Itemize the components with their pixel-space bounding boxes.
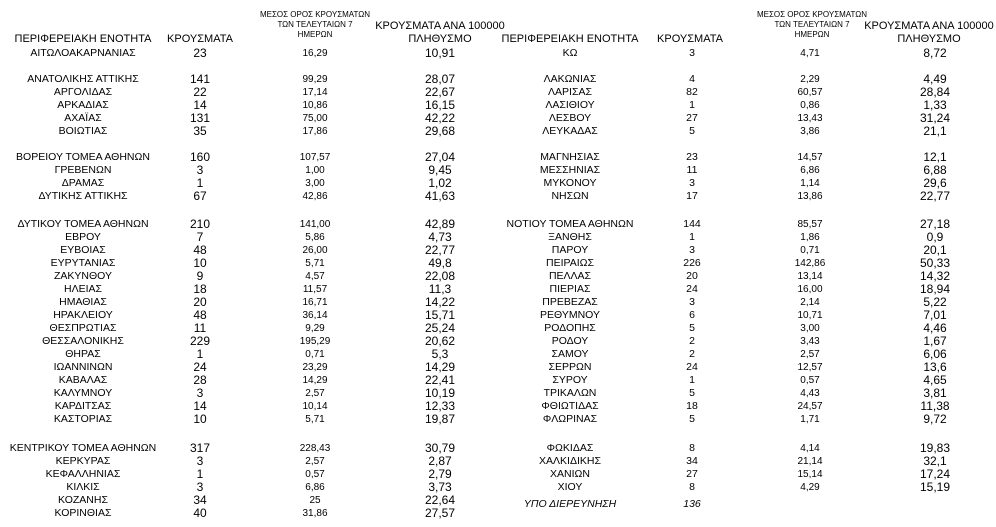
cell-avg: 1,71 (800, 414, 820, 425)
cell-per100k: 12,1 (923, 150, 947, 164)
cell-cases: 14 (193, 98, 207, 112)
cell-name: ΧΙΟΥ (557, 481, 583, 493)
cell-per100k: 5,22 (923, 295, 947, 309)
cell-cases: 20 (193, 295, 207, 309)
cell-per100k: 15,71 (424, 308, 456, 322)
cell-cases: 40 (193, 506, 207, 520)
cell-name: ΣΑΜΟΥ (551, 348, 589, 360)
cell-avg: 141,00 (299, 219, 331, 230)
cell-cases: 22 (193, 85, 207, 99)
cell-name: ΝΟΤΙΟΥ ΤΟΜΕΑ ΑΘΗΝΩΝ (506, 218, 634, 230)
cell-avg: 0,86 (800, 100, 820, 111)
cell-cases: 5 (689, 413, 695, 425)
cell-cases: 48 (193, 243, 207, 257)
cell-cases: 10 (193, 256, 207, 270)
cell-per100k: 22,64 (424, 493, 456, 507)
cell-avg: 13,14 (797, 271, 823, 282)
cell-per100k: 6,88 (923, 163, 947, 177)
cell-cases: 82 (686, 86, 698, 98)
cell-avg: 0,57 (305, 469, 325, 480)
cell-per100k: 2,79 (428, 467, 452, 481)
cell-avg: 107,57 (299, 152, 331, 163)
cell-name: ΜΑΓΝΗΣΙΑΣ (540, 151, 600, 163)
cell-cases: 1 (196, 467, 204, 481)
cell-per100k: 12,33 (424, 399, 456, 413)
cell-name: ΠΕΛΛΑΣ (548, 270, 592, 282)
cell-name: ΚΑΡΔΙΤΣΑΣ (54, 400, 112, 412)
cell-cases: 6 (689, 309, 695, 321)
cell-per100k: 22,77 (919, 189, 951, 203)
cell-avg: 16,00 (797, 284, 823, 295)
cell-cases: 1 (689, 231, 695, 243)
cell-avg: 25 (309, 495, 321, 506)
cell-per100k: 19,83 (919, 441, 951, 455)
left-header-region: ΠΕΡΙΦΕΡΕΙΑΚΗ ΕΝΟΤΗΤΑ (14, 33, 152, 45)
cell-name: ΛΕΣΒΟΥ (548, 112, 592, 124)
cell-cases: 24 (686, 361, 698, 373)
cell-name: ΑΝΑΤΟΛΙΚΗΣ ΑΤΤΙΚΗΣ (27, 73, 139, 85)
avg-header-line-1: ΜΕΣΟΣ ΟΡΟΣ ΚΡΟΥΣΜΑΤΩΝ (756, 10, 868, 19)
cell-name: ΛΑΚΩΝΙΑΣ (543, 73, 597, 85)
cell-name: ΛΑΡΙΣΑΣ (548, 86, 592, 98)
per100k-header-line-2: ΠΛΗΘΥΣΜΟ (897, 33, 961, 45)
cell-cases: 28 (193, 373, 207, 387)
cell-cases: 34 (686, 455, 698, 467)
avg-header-line-3: ΗΜΕΡΩΝ (794, 30, 830, 39)
cell-avg: 14,57 (797, 152, 823, 163)
cell-cases: 11 (686, 164, 698, 176)
cell-name: ΛΑΣΙΘΙΟΥ (545, 99, 595, 111)
cell-cases: 3 (196, 454, 204, 468)
cell-avg: 6,86 (800, 165, 820, 176)
cell-cases: 24 (686, 283, 698, 295)
cell-name: ΦΛΩΡΙΝΑΣ (542, 413, 598, 425)
cell-cases: 210 (189, 217, 211, 231)
cell-cases: 20 (686, 270, 698, 282)
per100k-header-line-1: ΚΡΟΥΣΜΑΤΑ ΑΝΑ 100000 (864, 20, 994, 32)
cell-per100k: 22,77 (424, 243, 456, 257)
cell-name: ΖΑΚΥΝΘΟΥ (53, 270, 112, 282)
cell-per100k: 4,49 (923, 72, 947, 86)
cell-per100k: 49,8 (428, 256, 452, 270)
cell-name: ΠΑΡΟΥ (551, 244, 589, 256)
cell-cases: 27 (686, 112, 698, 124)
cell-cases: 10 (193, 412, 207, 426)
cell-avg: 2,29 (800, 74, 820, 85)
avg-header-line-2: ΤΩΝ ΤΕΛΕΥΤΑΙΩΝ 7 (277, 20, 353, 29)
cell-avg: 4,29 (800, 482, 820, 493)
cell-name: ΚΑΒΑΛΑΣ (58, 374, 108, 386)
cell-cases: 160 (189, 150, 211, 164)
cell-per100k: 4,46 (923, 321, 947, 335)
cell-name: ΚΕΝΤΡΙΚΟΥ ΤΟΜΕΑ ΑΘΗΝΩΝ (9, 442, 157, 454)
cell-avg: 4,57 (305, 271, 325, 282)
cell-per100k: 19,87 (424, 412, 456, 426)
per100k-header-line-1: ΚΡΟΥΣΜΑΤΑ ΑΝΑ 100000 (375, 20, 505, 32)
cell-cases: 1 (196, 176, 204, 190)
cell-avg: 21,14 (797, 456, 823, 467)
cell-avg: 31,86 (302, 508, 328, 519)
cell-per100k: 1,33 (923, 98, 947, 112)
cell-cases: 48 (193, 308, 207, 322)
cell-per100k: 20,62 (424, 334, 456, 348)
cell-cases: 5 (689, 125, 695, 137)
cell-per100k: 29,68 (424, 124, 456, 138)
cell-name: ΛΕΥΚΑΔΑΣ (542, 125, 598, 137)
cell-cases: 136 (683, 498, 701, 510)
cell-avg: 17,86 (302, 126, 328, 137)
cell-per100k: 22,08 (424, 269, 456, 283)
cell-per100k: 27,18 (919, 217, 951, 231)
cell-avg: 10,71 (797, 310, 823, 321)
cell-per100k: 14,32 (919, 269, 951, 283)
cell-per100k: 2,87 (428, 454, 452, 468)
cell-cases: 229 (189, 334, 211, 348)
cell-name: ΗΡΑΚΛΕΙΟΥ (53, 309, 113, 321)
cell-avg: 1,14 (800, 178, 820, 189)
cell-cases: 3 (689, 296, 695, 308)
left-header-per100k (365, 20, 515, 46)
cell-per100k: 27,04 (424, 150, 456, 164)
cell-name: ΚΙΛΚΙΣ (66, 481, 100, 493)
cell-avg: 5,86 (305, 232, 325, 243)
cell-cases: 3 (689, 177, 695, 189)
cell-per100k: 3,73 (428, 480, 452, 494)
cell-cases: 35 (193, 124, 207, 138)
cell-avg: 24,57 (797, 401, 823, 412)
cell-avg: 9,29 (305, 323, 325, 334)
cell-avg: 10,14 (302, 401, 328, 412)
cell-name: ΗΜΑΘΙΑΣ (59, 296, 107, 308)
right-header-per100k (862, 20, 996, 46)
cell-cases: 7 (196, 230, 204, 244)
cell-per100k: 14,29 (424, 360, 456, 374)
cell-per100k: 9,45 (428, 163, 452, 177)
cell-name: ΠΙΕΡΙΑΣ (549, 283, 591, 295)
cell-avg: 60,57 (797, 87, 823, 98)
cell-avg: 11,57 (302, 284, 328, 295)
cell-avg: 5,71 (305, 414, 325, 425)
cell-name: ΔΥΤΙΚΟΥ ΤΟΜΕΑ ΑΘΗΝΩΝ (17, 218, 149, 230)
cell-avg: 2,57 (305, 388, 325, 399)
cell-name: ΣΥΡΟΥ (552, 374, 588, 386)
cell-name: ΡΟΔΟΠΗΣ (544, 322, 596, 334)
cell-per100k: 4,73 (428, 230, 452, 244)
cell-cases: 3 (689, 47, 695, 59)
cell-cases: 67 (193, 189, 207, 203)
cell-name: ΥΠΟ ΔΙΕΡΕΥΝΗΣΗ (523, 498, 617, 510)
cell-per100k: 28,07 (424, 72, 456, 86)
cell-cases: 2 (689, 348, 695, 360)
cell-per100k: 9,72 (923, 412, 947, 426)
cell-avg: 195,29 (299, 336, 331, 347)
cell-cases: 1 (689, 99, 695, 111)
cell-avg: 23,29 (302, 362, 328, 373)
cell-name: ΞΑΝΘΗΣ (548, 231, 592, 243)
cell-avg: 14,29 (302, 375, 328, 386)
cell-cases: 3 (196, 163, 204, 177)
cell-per100k: 21,1 (923, 124, 947, 138)
cell-avg: 3,43 (800, 336, 820, 347)
avg-header-line-1: ΜΕΣΟΣ ΟΡΟΣ ΚΡΟΥΣΜΑΤΩΝ (259, 10, 371, 19)
cell-avg: 75,00 (302, 113, 328, 124)
cell-name: ΘΕΣΠΡΩΤΙΑΣ (49, 322, 117, 334)
cell-per100k: 20,1 (923, 243, 947, 257)
cell-avg: 4,71 (800, 48, 820, 59)
cell-per100k: 10,91 (424, 46, 456, 60)
cell-name: ΦΩΚΙΔΑΣ (546, 442, 594, 454)
cell-per100k: 16,15 (424, 98, 456, 112)
cell-name: ΙΩΑΝΝΙΝΩΝ (53, 361, 113, 373)
cell-cases: 144 (683, 218, 701, 230)
cell-name: ΕΥΒΟΙΑΣ (60, 244, 106, 256)
cell-per100k: 42,89 (424, 217, 456, 231)
cell-per100k: 11,38 (920, 399, 950, 413)
cell-name: ΚΕΦΑΛΛΗΝΙΑΣ (45, 468, 121, 480)
cell-cases: 5 (689, 322, 695, 334)
cell-name: ΦΘΙΩΤΙΔΑΣ (541, 400, 599, 412)
cell-name: ΒΟΙΩΤΙΑΣ (58, 125, 108, 137)
left-header-cases: ΚΡΟΥΣΜΑΤΑ (167, 33, 233, 45)
cell-cases: 18 (193, 282, 207, 296)
cell-avg: 5,71 (305, 258, 325, 269)
cell-cases: 11 (193, 321, 207, 335)
avg-header-line-3: ΗΜΕΡΩΝ (297, 30, 333, 39)
cell-avg: 10,86 (302, 100, 328, 111)
cell-cases: 4 (689, 73, 695, 85)
cell-per100k: 22,41 (424, 373, 456, 387)
cell-name: ΠΕΙΡΑΙΩΣ (546, 257, 594, 269)
cell-cases: 8 (689, 442, 695, 454)
cell-name: ΑΡΓΟΛΙΔΑΣ (53, 86, 113, 98)
cell-name: ΔΡΑΜΑΣ (61, 177, 105, 189)
cell-avg: 15,14 (797, 469, 823, 480)
cell-name: ΡΕΘΥΜΝΟΥ (539, 309, 600, 321)
cell-cases: 1 (196, 347, 204, 361)
cell-name: ΠΡΕΒΕΖΑΣ (542, 296, 598, 308)
cell-avg: 0,71 (305, 349, 325, 360)
cell-name: ΕΒΡΟΥ (65, 231, 101, 243)
cell-name: ΘΗΡΑΣ (65, 348, 101, 360)
cell-per100k: 13,6 (923, 360, 947, 374)
cell-avg: 17,14 (302, 87, 328, 98)
cell-avg: 3,86 (800, 126, 820, 137)
cell-avg: 3,00 (800, 323, 820, 334)
cell-avg: 36,14 (302, 310, 328, 321)
cell-name: ΚΩ (562, 47, 578, 59)
cell-per100k: 11,3 (428, 282, 452, 296)
cell-cases: 8 (689, 481, 695, 493)
cell-name: ΜΥΚΟΝΟΥ (543, 177, 597, 189)
cell-name: ΜΕΣΣΗΝΙΑΣ (539, 164, 601, 176)
cell-name: ΗΛΕΙΑΣ (63, 283, 102, 295)
cell-name: ΝΗΣΩΝ (551, 190, 589, 202)
cell-per100k: 17,24 (919, 467, 951, 481)
cell-per100k: 10,19 (424, 386, 456, 400)
cell-name: ΑΙΤΩΛΟΑΚΑΡΝΑΝΙΑΣ (30, 47, 136, 59)
cell-cases: 141 (189, 72, 211, 86)
cell-cases: 3 (196, 480, 204, 494)
cell-per100k: 0,9 (926, 230, 944, 244)
cell-name: ΚΟΖΑΝΗΣ (58, 494, 108, 506)
cell-cases: 9 (196, 269, 204, 283)
cell-name: ΚΑΛΥΜΝΟΥ (53, 387, 113, 399)
cell-per100k: 30,79 (424, 441, 456, 455)
cell-avg: 13,43 (797, 113, 823, 124)
cell-cases: 3 (689, 244, 695, 256)
cell-cases: 34 (193, 493, 207, 507)
cell-cases: 27 (686, 468, 698, 480)
cell-cases: 23 (686, 151, 698, 163)
cell-per100k: 7,01 (923, 308, 947, 322)
cell-cases: 23 (193, 46, 207, 60)
cell-avg: 0,57 (800, 375, 820, 386)
cell-avg: 0,71 (800, 245, 820, 256)
cell-name: ΑΡΚΑΔΙΑΣ (57, 99, 109, 111)
cell-name: ΧΑΝΙΩΝ (550, 468, 590, 480)
cell-per100k: 14,22 (424, 295, 456, 309)
avg-header-line-2: ΤΩΝ ΤΕΛΕΥΤΑΙΩΝ 7 (774, 20, 850, 29)
cell-name: ΚΑΣΤΟΡΙΑΣ (53, 413, 113, 425)
cell-per100k: 15,19 (919, 480, 951, 494)
cell-cases: 24 (193, 360, 207, 374)
cell-per100k: 41,63 (424, 189, 456, 203)
cell-per100k: 4,65 (923, 373, 947, 387)
cell-per100k: 6,06 (923, 347, 947, 361)
cell-cases: 18 (686, 400, 698, 412)
cell-per100k: 31,24 (919, 111, 951, 125)
cell-cases: 3 (196, 386, 204, 400)
cell-avg: 99,29 (302, 74, 328, 85)
cell-avg: 228,43 (299, 443, 331, 454)
cell-per100k: 28,84 (919, 85, 951, 99)
cell-per100k: 1,02 (428, 176, 452, 190)
cell-cases: 226 (683, 257, 701, 269)
cell-per100k: 29,6 (923, 176, 947, 190)
cell-name: ΘΕΣΣΑΛΟΝΙΚΗΣ (42, 335, 124, 347)
cell-name: ΕΥΡΥΤΑΝΙΑΣ (50, 257, 116, 269)
cell-name: ΒΟΡΕΙΟΥ ΤΟΜΕΑ ΑΘΗΝΩΝ (16, 151, 150, 163)
cell-per100k: 5,3 (431, 347, 449, 361)
right-header-cases: ΚΡΟΥΣΜΑΤΑ (657, 33, 723, 45)
cell-name: ΓΡΕΒΕΝΩΝ (54, 164, 112, 176)
cell-name: ΡΟΔΟΥ (551, 335, 589, 347)
cell-per100k: 42,22 (424, 111, 456, 125)
cell-per100k: 3,81 (923, 386, 947, 400)
cell-avg: 13,86 (797, 191, 823, 202)
cell-avg: 3,00 (305, 178, 325, 189)
cell-name: ΑΧΑΪΑΣ (64, 112, 102, 124)
cell-cases: 131 (189, 111, 211, 125)
right-header-region: ΠΕΡΙΦΕΡΕΙΑΚΗ ΕΝΟΤΗΤΑ (501, 33, 639, 45)
cell-per100k: 32,1 (923, 454, 947, 468)
cell-per100k: 8,72 (923, 46, 947, 60)
cell-name: ΤΡΙΚΑΛΩΝ (543, 387, 597, 399)
cell-avg: 1,86 (800, 232, 820, 243)
cell-avg: 16,29 (302, 48, 328, 59)
cell-avg: 2,57 (800, 349, 820, 360)
cell-avg: 26,00 (302, 245, 328, 256)
cell-avg: 16,71 (302, 297, 328, 308)
cell-avg: 4,43 (800, 388, 820, 399)
cell-cases: 17 (686, 190, 698, 202)
cell-avg: 142,86 (794, 258, 826, 269)
cell-cases: 2 (689, 335, 695, 347)
cell-per100k: 1,67 (923, 334, 947, 348)
cell-per100k: 50,33 (919, 256, 951, 270)
cell-per100k: 25,24 (424, 321, 456, 335)
cell-avg: 42,86 (302, 191, 328, 202)
cell-cases: 5 (689, 387, 695, 399)
per100k-header-line-2: ΠΛΗΘΥΣΜΟ (408, 33, 472, 45)
cell-name: ΣΕΡΡΩΝ (548, 361, 592, 373)
cell-per100k: 18,94 (919, 282, 951, 296)
cell-cases: 14 (193, 399, 207, 413)
cell-name: ΧΑΛΚΙΔΙΚΗΣ (539, 455, 601, 467)
cell-avg: 4,14 (800, 443, 820, 454)
cell-avg: 6,86 (305, 482, 325, 493)
cell-name: ΔΥΤΙΚΗΣ ΑΤΤΙΚΗΣ (38, 190, 128, 202)
cell-per100k: 22,67 (424, 85, 456, 99)
cell-avg: 85,57 (797, 219, 823, 230)
cell-cases: 317 (189, 441, 211, 455)
cell-per100k: 27,57 (424, 506, 456, 520)
cell-name: ΚΕΡΚΥΡΑΣ (55, 455, 111, 467)
cell-avg: 2,14 (800, 297, 820, 308)
cell-name: ΚΟΡΙΝΘΙΑΣ (54, 507, 112, 519)
cell-avg: 2,57 (305, 456, 325, 467)
cell-avg: 1,00 (305, 165, 325, 176)
cell-cases: 1 (689, 374, 695, 386)
cell-avg: 12,57 (797, 362, 823, 373)
